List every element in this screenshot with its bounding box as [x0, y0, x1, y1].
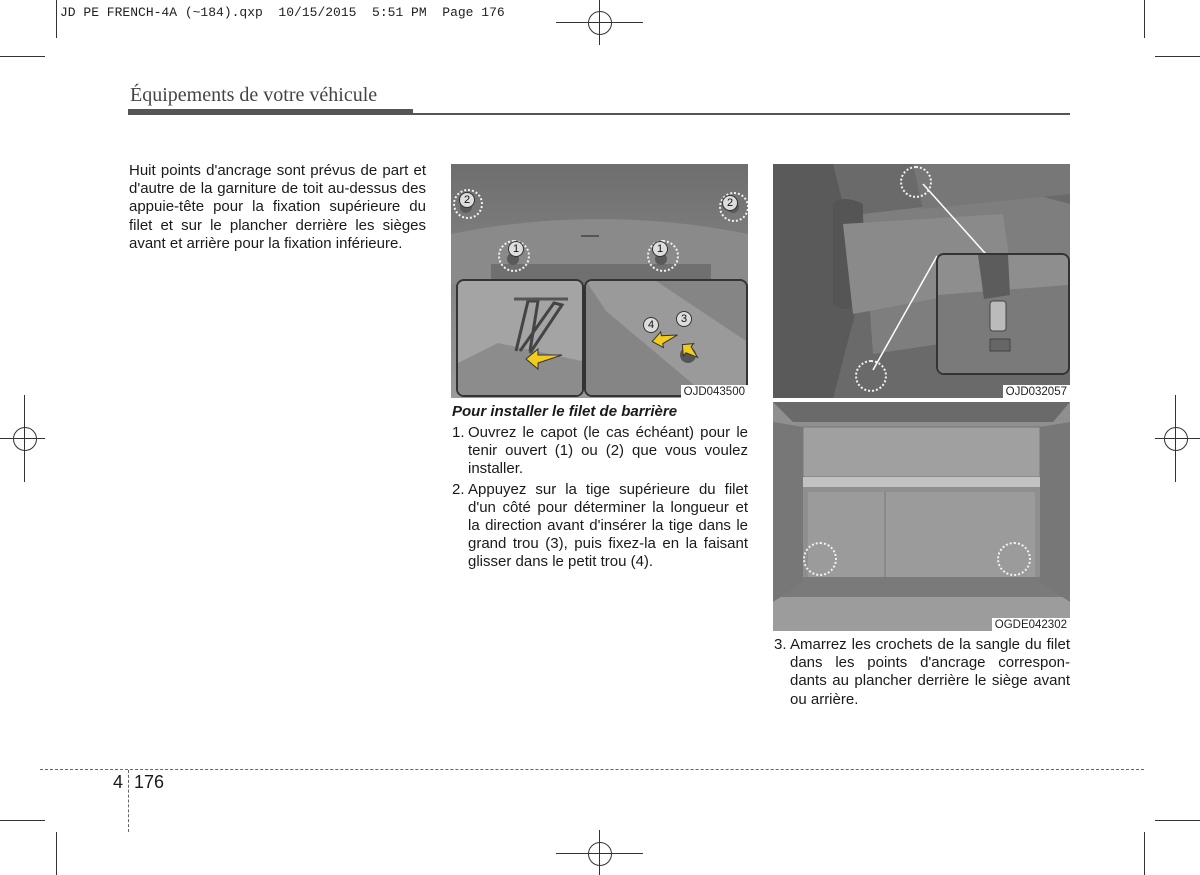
chapter-number: 4	[113, 772, 124, 792]
callout-2-right: 2	[722, 195, 738, 211]
callout-3: 3	[676, 311, 692, 327]
intro-paragraph: Huit points d'ancrage sont prévus de part et d'autre de la garniture de toit au-dessus des appuie-tête pour la fixation supérieure du filet et sur le plancher derrière les sièges avant et arrière pour la fixation inférieure.	[129, 162, 426, 252]
footer-divider	[128, 770, 129, 832]
footer-rule	[40, 769, 1144, 770]
print-header: JD PE FRENCH-4A (~184).qxp 10/15/2015 5:51 PM Page 176	[60, 5, 505, 20]
title-rule-thick	[128, 109, 413, 115]
rear-cargo-illustration	[773, 402, 1070, 631]
title-rule-thin	[413, 113, 1070, 115]
step-item: 3. Amarrez les crochets de la sangle du filet dans les points d'ancrage correspon-dants au plancher derrière le siège avant ou arrière.	[774, 636, 1070, 708]
step-item: 1. Ouvrez le capot (le cas échéant) pour le tenir ouvert (1) ou (2) que vous voulez installer.	[452, 424, 748, 478]
callout-1-left: 1	[508, 241, 524, 257]
figure-code-2: OJD032057	[1003, 385, 1070, 398]
figure-rear-cargo-net	[773, 402, 1070, 631]
steps-list-b	[774, 636, 1070, 711]
page-number: 176	[134, 772, 165, 792]
callout-1-right: 1	[652, 241, 668, 257]
subheading: Pour installer le filet de barrière	[452, 403, 678, 420]
step-item: 2. Appuyez sur la tige supérieure du filet d'un côté pour déterminer la longueur et la direction avant d'insérer la tige dans le grand trou (3), puis fixez-la en la faisant glisser dans le petit trou (4).	[452, 480, 748, 571]
section-title: Équipements de votre véhicule	[130, 84, 378, 106]
inset-rod-insertion	[456, 279, 584, 397]
callout-4: 4	[643, 317, 659, 333]
inset-anchor-holes	[584, 279, 748, 397]
inset-floor-hook	[936, 253, 1070, 375]
callout-2-left: 2	[459, 192, 475, 208]
figure-code-3: OGDE042302	[992, 618, 1070, 631]
steps-list-a	[452, 424, 748, 574]
figure-code-1: OJD043500	[681, 385, 748, 398]
figure-cargo-floor-anchors	[773, 164, 1070, 398]
figure-headliner-anchors	[451, 164, 748, 398]
